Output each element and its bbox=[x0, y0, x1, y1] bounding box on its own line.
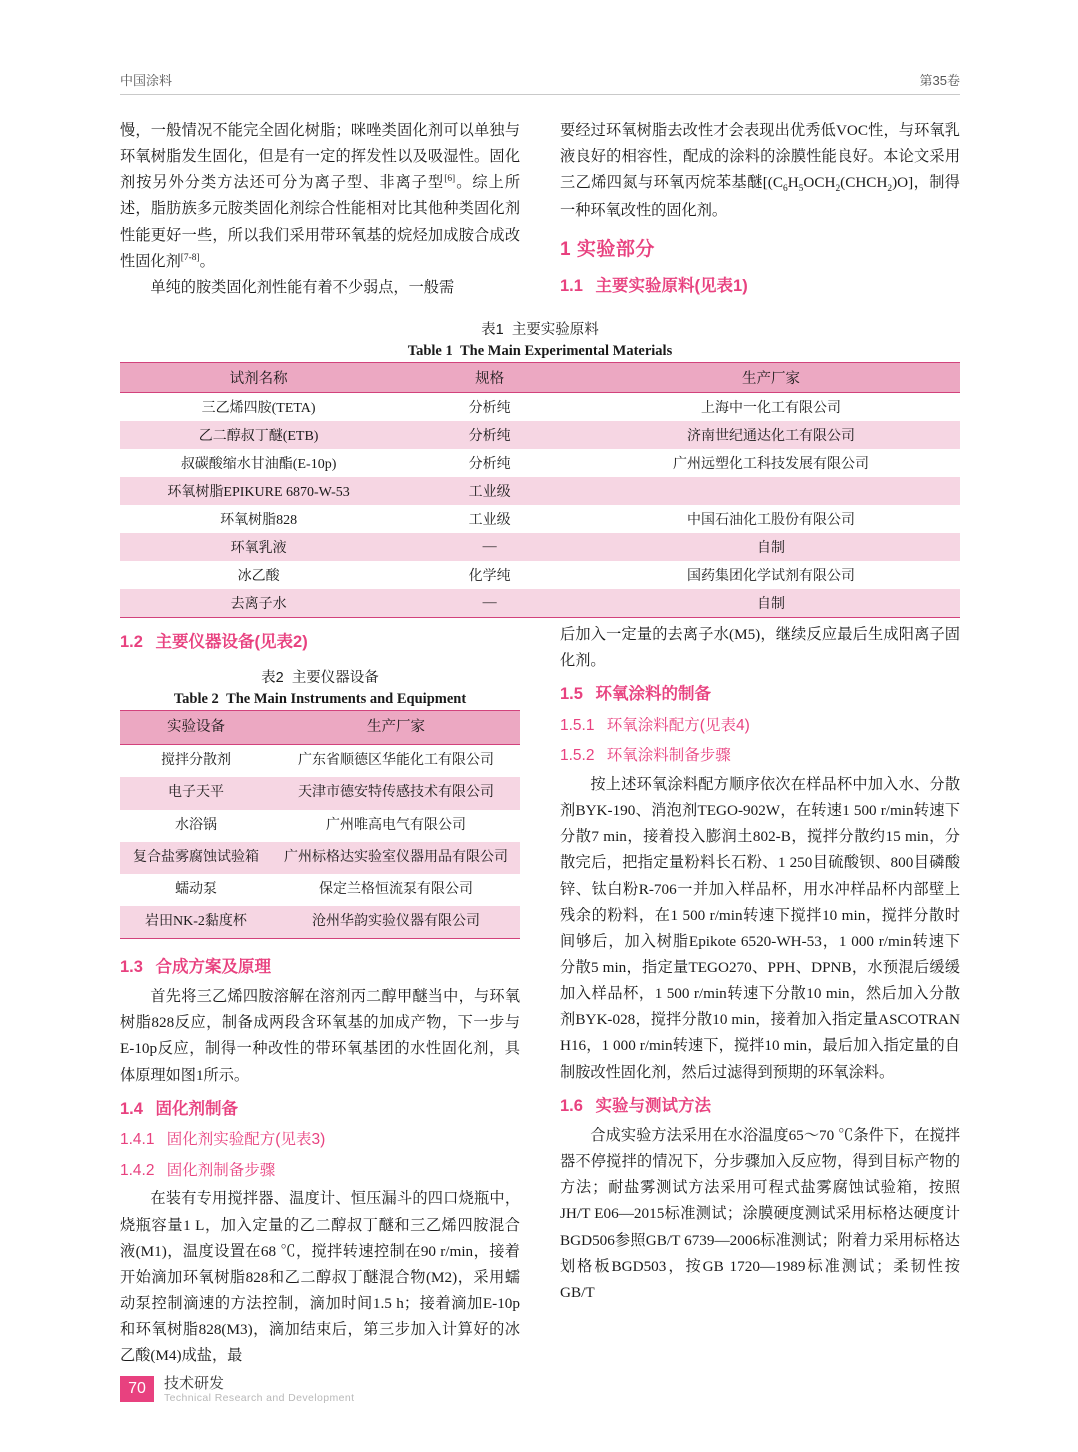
section-1-4-1-number: 1.4.1 bbox=[120, 1131, 155, 1149]
section-heading-1-6 bbox=[560, 1092, 960, 1120]
section-1-4-number: 1.4 bbox=[120, 1099, 143, 1118]
section-heading-1-4-1 bbox=[120, 1127, 520, 1154]
table-1-cell: 自制 bbox=[582, 589, 960, 618]
table-1-header-row bbox=[120, 363, 960, 393]
table-row bbox=[120, 777, 520, 809]
table-row bbox=[120, 505, 960, 533]
section-1-1-title: 主要实验原料(见表1) bbox=[595, 277, 748, 296]
page-number: 70 bbox=[120, 1376, 154, 1402]
table-1-col-1: 规格 bbox=[397, 363, 582, 393]
table-1-cell: — bbox=[397, 589, 582, 618]
footer-label-cn: 技术研发 bbox=[164, 1374, 225, 1392]
section-heading-1-1 bbox=[560, 272, 960, 300]
right-paragraph-1: 要经过环氧树脂去改性才会表现出优秀低VOC性，与环氧乳液良好的相容性，配成的涂料的涂膜性能良好。本论文采用三乙烯四氮与环氧丙烷苯基醚[$(C_6H_5OCH_2(CHCH_2)O]$，制得一种环氧改性的固化剂。 bbox=[560, 122, 960, 219]
section-1-5-title: 环氧涂料的制备 bbox=[595, 685, 712, 704]
table-1-cell: 分析纯 bbox=[397, 421, 582, 449]
table-1-cell: 冰乙酸 bbox=[237, 569, 280, 585]
table-1-cell: 济南世纪通达化工有限公司 bbox=[582, 421, 960, 449]
section-1-4-1-title: 固化剂实验配方(见表3) bbox=[166, 1131, 326, 1149]
table-row bbox=[120, 533, 960, 561]
header-journal-name: 中国涂料 bbox=[120, 73, 173, 88]
table-1-cell: 乙二醇叔丁醚(ETB) bbox=[120, 421, 397, 449]
right-column-top bbox=[560, 118, 960, 298]
table-1-cell: 环氧树脂EPIKURE 6870-W-53 bbox=[120, 477, 397, 505]
table-1-cell: 三乙烯四胺(TETA) bbox=[201, 401, 316, 417]
table-row bbox=[120, 906, 520, 939]
table-row bbox=[120, 745, 520, 778]
table-row bbox=[120, 842, 520, 874]
table-1-cell: 广州远塑化工科技发展有限公司 bbox=[672, 457, 869, 473]
section-heading-1-3 bbox=[120, 953, 520, 981]
table-1-cell bbox=[582, 477, 960, 505]
footer-label-en: Technical Research and Development bbox=[164, 1391, 355, 1404]
table-1-cell: 中国石油化工股份有限公司 bbox=[686, 513, 855, 529]
table-2-caption-cn-label: 表2 bbox=[261, 670, 284, 687]
table-1-caption-cn-label: 表1 bbox=[481, 322, 504, 338]
table-1-caption-en-title: The Main Experimental Materials bbox=[460, 343, 673, 360]
header-volume: 第35卷 bbox=[919, 73, 960, 88]
section-1-5-1-title: 环氧涂料配方(见表4) bbox=[606, 716, 750, 734]
right-paragraph-2: 后加入一定量的去离子水(M5)，继续反应最后生成阳离子固化剂。 bbox=[560, 626, 960, 670]
table-2-cell: 广州标格达实验室仪器用品有限公司 bbox=[272, 842, 520, 874]
table-1-cell: 工业级 bbox=[468, 513, 511, 529]
section-heading-1-5-2 bbox=[560, 743, 960, 770]
right-paragraph-4: 合成实验方法采用在水浴温度65～70 ℃条件下，在搅拌器不停搅拌的情况下，分步骤加入反应物，得到目标产物的方法；耐盐雾测试方法采用可程式盐雾腐蚀试验箱，按照JH/T E06—2015标准测试；涂膜硬度测试采用标格达硬度计BGD506参照GB/T 6739—2006标准测试；附着力采用标格达划格板BGD503，按GB 1720—1989标准测试；柔韧性按GB/T bbox=[560, 1127, 960, 1301]
table-2-cell: 保定兰格恒流泵有限公司 bbox=[319, 881, 473, 897]
table-2-caption-en-label: Table 2 bbox=[173, 691, 219, 708]
table-1-cell: 环氧树脂828 bbox=[220, 513, 298, 529]
section-1-2-title: 主要仪器设备(见表2) bbox=[155, 633, 308, 651]
table-2-caption bbox=[120, 668, 520, 710]
header-divider bbox=[120, 94, 960, 95]
table-2-caption-en-title: The Main Instruments and Equipment bbox=[226, 691, 467, 708]
section-1-6-number: 1.6 bbox=[560, 1096, 583, 1115]
table-2 bbox=[120, 710, 520, 938]
table-row bbox=[120, 561, 960, 589]
section-1-5-2-number: 1.5.2 bbox=[560, 747, 595, 765]
left-paragraph-2: 单纯的胺类固化剂性能有着不少弱点，一般需 bbox=[150, 278, 455, 296]
table-2-cell: 广东省顺德区华能化工有限公司 bbox=[298, 753, 494, 769]
section-heading-1-5-1 bbox=[560, 713, 960, 740]
section-heading-1-4-2 bbox=[120, 1158, 520, 1185]
left-paragraph-1: 慢，一般情况不能完全固化树脂；咪唑类固化剂可以单独与环氧树脂发生固化，但是有一定的挥发性以及吸湿性。固化剂按另外分类方法还可分为离子型、非离子型[6]。综上所述，脂肪族多元胺类固化剂综合性能相对比其他种类固化剂性能更好一些，所以我们采用带环氧基的烷烃加成胺合成改性固化剂[7-8]。 bbox=[120, 122, 521, 270]
table-1-caption-cn-title: 主要实验原料 bbox=[511, 322, 599, 338]
table-row bbox=[120, 393, 960, 422]
section-1-2-number: 1.2 bbox=[120, 633, 143, 651]
left-column-top bbox=[120, 118, 520, 298]
table-1-cell: 分析纯 bbox=[468, 401, 511, 417]
table-1-cell: — bbox=[397, 533, 582, 561]
table-1-cell: 叔碳酸缩水甘油酯(E-10p) bbox=[180, 457, 337, 473]
table-2-cell: 蠕动泵 bbox=[175, 881, 217, 897]
table-1-caption-en-label: Table 1 bbox=[407, 343, 453, 360]
table-2-cell: 天津市德安特传感技术有限公司 bbox=[272, 777, 520, 809]
section-1-1-number: 1.1 bbox=[560, 277, 583, 296]
right-column-bottom bbox=[560, 622, 960, 1382]
table-1-cell: 环氧乳液 bbox=[120, 533, 397, 561]
table-2-caption-cn-title: 主要仪器设备 bbox=[291, 670, 379, 687]
left-paragraph-3: 首先将三乙烯四胺溶解在溶剂丙二醇甲醚当中，与环氧树脂828反应，制备成两段含环氧基的加成产物，下一步与E-10p反应，制得一种改性的带环氧基团的水性固化剂，具体原理如图1所示。 bbox=[120, 988, 520, 1084]
table-1-cell: 分析纯 bbox=[468, 457, 511, 473]
table-2-cell: 岩田NK-2黏度杯 bbox=[120, 906, 272, 939]
table-row bbox=[120, 477, 960, 505]
section-1-3-title: 合成方案及原理 bbox=[155, 957, 272, 976]
table-2-cell: 复合盐雾腐蚀试验箱 bbox=[120, 842, 272, 874]
section-1-4-title: 固化剂制备 bbox=[155, 1099, 239, 1118]
table-2-col-1: 生产厂家 bbox=[272, 711, 520, 745]
table-row bbox=[120, 589, 960, 618]
table-2-cell: 广州唯高电气有限公司 bbox=[326, 817, 466, 833]
table-2-col-0: 实验设备 bbox=[120, 711, 272, 745]
section-1-3-number: 1.3 bbox=[120, 957, 143, 976]
table-1-cell: 上海中一化工有限公司 bbox=[700, 401, 841, 417]
section-1-title: 实验部分 bbox=[576, 238, 655, 260]
section-1-5-1-number: 1.5.1 bbox=[560, 716, 595, 734]
section-1-5-number: 1.5 bbox=[560, 685, 583, 704]
table-2-block bbox=[120, 668, 520, 938]
table-2-header-row bbox=[120, 711, 520, 745]
table-2-cell: 搅拌分散剂 bbox=[161, 753, 231, 769]
right-paragraph-3: 按上述环氧涂料配方顺序依次在样品杯中加入水、分散剂BYK-190、消泡剂TEGO-902W，在转速1 500 r/min转速下分散7 min，接着投入膨润土802-B，搅拌分散约15 min，分散完后，把指定量粉料长石粉、1 250目硫酸钡、800目磷酸锌、钛白粉R-706一并加入样品杯，用水冲样品杯内部壁上残余的粉料，在1 500 r/min转速下搅拌10 min，搅拌分散时间够后，加入树脂Epikote 6520-WH-53，1 000 r/min转速下分散5 min，指定量TEGO270、PPH、DPNB，水预混后缓缓加入样品杯，1 500 r/min转速下分散10 min，然后加入分散剂BYK-028，搅拌分散10 min，接着加入指定量ASCOTRAN H16，1 000 r/min转速下，搅拌10 min，最后加入指定量的自制胺改性固化剂，然后过滤得到预期的环氧涂料。 bbox=[560, 775, 960, 1081]
table-1-cell: 去离子水 bbox=[120, 589, 397, 618]
table-row bbox=[120, 449, 960, 477]
table-1-cell: 自制 bbox=[582, 533, 960, 561]
table-1-cell: 国药集团化学试剂有限公司 bbox=[686, 569, 855, 585]
section-heading-1-2 bbox=[120, 628, 520, 656]
page-footer bbox=[120, 1375, 354, 1404]
table-1-cell: 工业级 bbox=[397, 477, 582, 505]
section-heading-1-4 bbox=[120, 1095, 520, 1123]
table-1-cell: 化学纯 bbox=[468, 569, 511, 585]
table-row bbox=[120, 421, 960, 449]
table-1-block bbox=[120, 320, 960, 618]
section-1-5-2-title: 环氧涂料制备步骤 bbox=[606, 747, 731, 765]
section-1-6-title: 实验与测试方法 bbox=[595, 1096, 712, 1115]
footer-section-label bbox=[164, 1375, 354, 1404]
table-2-cell: 水浴锅 bbox=[175, 817, 217, 833]
section-1-number: 1 bbox=[560, 238, 572, 260]
table-row bbox=[120, 810, 520, 842]
table-1 bbox=[120, 362, 960, 618]
left-column-bottom bbox=[120, 622, 520, 1382]
table-1-col-2: 生产厂家 bbox=[582, 363, 960, 393]
left-paragraph-4: 在装有专用搅拌器、温度计、恒压漏斗的四口烧瓶中，烧瓶容量1 L，加入定量的乙二醇叔丁醚和三乙烯四胺混合液(M1)，温度设置在68 ℃，搅拌转速控制在90 r/min，接着开始滴加环氧树脂828和乙二醇叔丁醚混合物(M2)，采用蠕动泵控制滴速的方法控制，滴加时间1.5 h；接着滴加E-10p和环氧树脂828(M3)，滴加结束后，第三步加入计算好的冰乙酸(M4)成盐，最 bbox=[120, 1190, 520, 1365]
section-heading-1-5 bbox=[560, 680, 960, 708]
table-1-col-0: 试剂名称 bbox=[120, 363, 397, 393]
section-heading-1 bbox=[560, 234, 960, 267]
table-row bbox=[120, 874, 520, 906]
section-1-4-2-title: 固化剂制备步骤 bbox=[166, 1161, 276, 1179]
table-2-cell: 沧州华韵实验仪器有限公司 bbox=[272, 906, 520, 939]
section-1-4-2-number: 1.4.2 bbox=[120, 1161, 155, 1179]
page-header bbox=[120, 70, 960, 89]
table-1-caption bbox=[120, 320, 960, 362]
table-2-cell: 电子天平 bbox=[120, 777, 272, 809]
